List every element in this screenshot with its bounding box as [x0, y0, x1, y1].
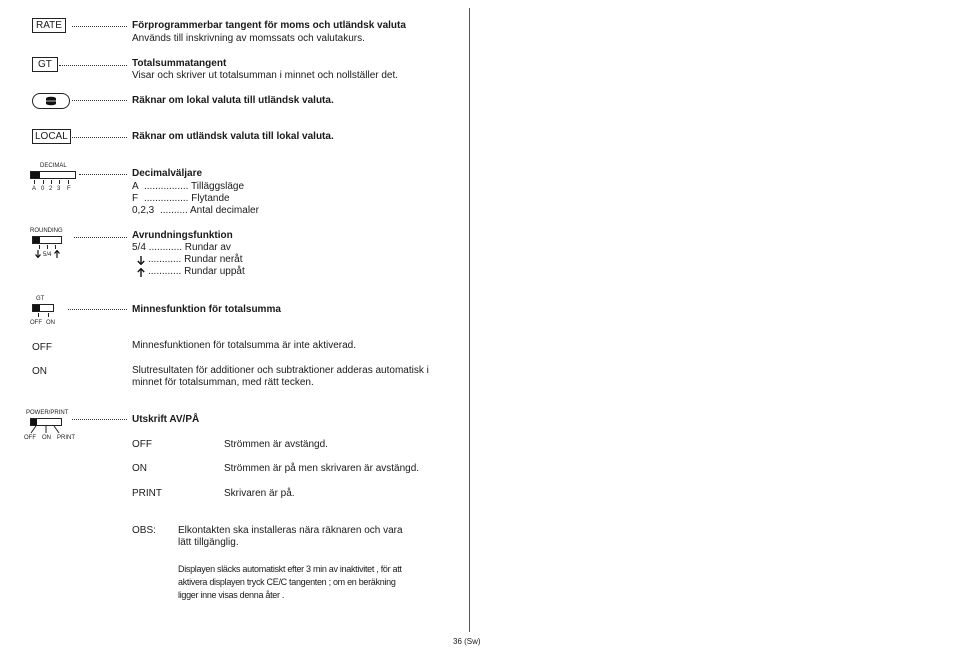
leader-dots: [72, 100, 127, 101]
page-number: 36 (Sw): [453, 637, 481, 646]
leader-dots: [72, 26, 127, 27]
obs-line-1: Elkontakten ska installeras nära räknaren och vara: [178, 525, 403, 536]
gtmem-off-desc: Minnesfunktionen för totalsumma är inte aktiverad.: [132, 340, 356, 351]
currency-title: Räknar om lokal valuta till utländsk valuta.: [132, 95, 334, 106]
gt-pos-off: OFF: [30, 320, 42, 326]
leader-dots: [74, 237, 127, 238]
power-switch-label: POWER/PRINT: [26, 410, 69, 416]
power-on-value: Strömmen är på men skrivaren är avstängd.: [224, 463, 420, 474]
power-pos-off: OFF: [24, 435, 36, 441]
decimal-pos-f: F: [67, 186, 71, 192]
switch-tick: [39, 245, 40, 249]
power-pos-print: PRINT: [57, 435, 75, 441]
coin-stack-icon: [33, 94, 69, 108]
gtmem-title: Minnesfunktion för totalsumma: [132, 304, 281, 315]
power-pos-on: ON: [42, 435, 51, 441]
rounding-switch-label: ROUNDING: [30, 228, 63, 234]
rounding-line-down: ............ Rundar neråt: [148, 254, 243, 265]
arrow-up-icon: [137, 268, 145, 277]
decimal-line-a-key: A: [132, 181, 139, 192]
switch-tick: [51, 180, 52, 184]
currency-key: [32, 93, 70, 109]
switch-tick: [47, 245, 48, 249]
leader-dots: [70, 137, 127, 138]
switch-tick: [59, 180, 60, 184]
decimal-line-023-value: .......... Antal decimaler: [160, 205, 259, 216]
arrow-up-icon: [54, 250, 60, 258]
gtmem-on-desc-2: minnet för totalsumman, med rätt tecken.: [132, 377, 314, 388]
decimal-title: Decimalväljare: [132, 168, 203, 179]
arrow-down-icon: [35, 250, 41, 258]
decimal-pos-0: 0: [41, 186, 45, 192]
local-title: Räknar om utländsk valuta till lokal valuta.: [132, 131, 334, 142]
gt-desc: Visar och skriver ut totalsumman i minnet och nollställer det.: [132, 70, 399, 81]
switch-tick: [55, 245, 56, 249]
display-note-line-3: ligger inne visas denna åter .: [178, 590, 285, 600]
power-print-value: Skrivaren är på.: [224, 488, 295, 499]
power-on-key: ON: [132, 463, 147, 474]
obs-label: OBS:: [132, 525, 156, 536]
gt-switch-label: GT: [36, 296, 45, 302]
display-note-line-1: Displayen släcks automatiskt efter 3 min av inaktivitet , för att: [178, 564, 402, 574]
rounding-line-54: 5/4 ............ Rundar av: [132, 242, 231, 253]
power-title: Utskrift AV/PÅ: [132, 414, 200, 425]
gtmem-on-desc-1: Slutresultaten för additioner och subtraktioner adderas automatisk i: [132, 365, 429, 376]
gt-pos-on: ON: [46, 320, 55, 326]
gtmem-off-label: OFF: [32, 342, 52, 353]
switch-tick: [68, 180, 69, 184]
switch-knob: [33, 305, 40, 311]
gt-title: Totalsummatangent: [132, 58, 227, 69]
rate-title: Förprogrammerbar tangent för moms och utländsk valuta: [132, 20, 406, 31]
rounding-line-up: ............ Rundar uppåt: [148, 266, 245, 277]
column-divider: [469, 8, 470, 632]
rounding-switch: [32, 236, 62, 244]
decimal-line-023-key: 0,2,3: [132, 205, 155, 216]
rate-key: RATE: [32, 18, 66, 33]
power-off-value: Strömmen är avstängd.: [224, 439, 328, 450]
power-print-key: PRINT: [132, 488, 162, 499]
switch-tick: [48, 313, 49, 317]
switch-tick: [38, 313, 39, 317]
rounding-title: Avrundningsfunktion: [132, 230, 233, 241]
gtmem-on-label: ON: [32, 366, 47, 377]
power-off-key: OFF: [132, 439, 152, 450]
obs-line-2: lätt tillgänglig.: [178, 537, 239, 548]
leader-dots: [59, 65, 127, 66]
switch-knob: [31, 419, 37, 425]
arrow-down-icon: [137, 256, 145, 265]
switch-tick: [34, 180, 35, 184]
display-note-line-2: aktivera displayen tryck CE/C tangenten ; om en beräkning: [178, 577, 396, 587]
power-switch: [30, 418, 62, 426]
decimal-pos-2: 2: [49, 186, 53, 192]
decimal-pos-3: 3: [57, 186, 61, 192]
leader-dots: [72, 419, 127, 420]
decimal-line-f-key: F: [132, 193, 139, 204]
local-key: LOCAL: [32, 129, 71, 144]
switch-tick: [43, 180, 44, 184]
decimal-line-f-value: ................ Flytande: [144, 193, 230, 204]
gt-switch: [32, 304, 54, 312]
leader-dots: [79, 174, 127, 175]
decimal-line-a-value: ................ Tilläggsläge: [144, 181, 245, 192]
decimal-switch-label: DECIMAL: [40, 163, 67, 169]
decimal-switch: [30, 171, 76, 179]
switch-position-lines: [28, 426, 64, 434]
rate-desc: Används till inskrivning av momssats och valutakurs.: [132, 33, 365, 44]
leader-dots: [68, 309, 127, 310]
decimal-pos-a: A: [32, 186, 37, 192]
switch-knob: [33, 237, 40, 243]
rounding-pos-54: 5/4: [43, 252, 52, 258]
gt-key: GT: [32, 57, 58, 72]
switch-knob: [31, 172, 40, 178]
